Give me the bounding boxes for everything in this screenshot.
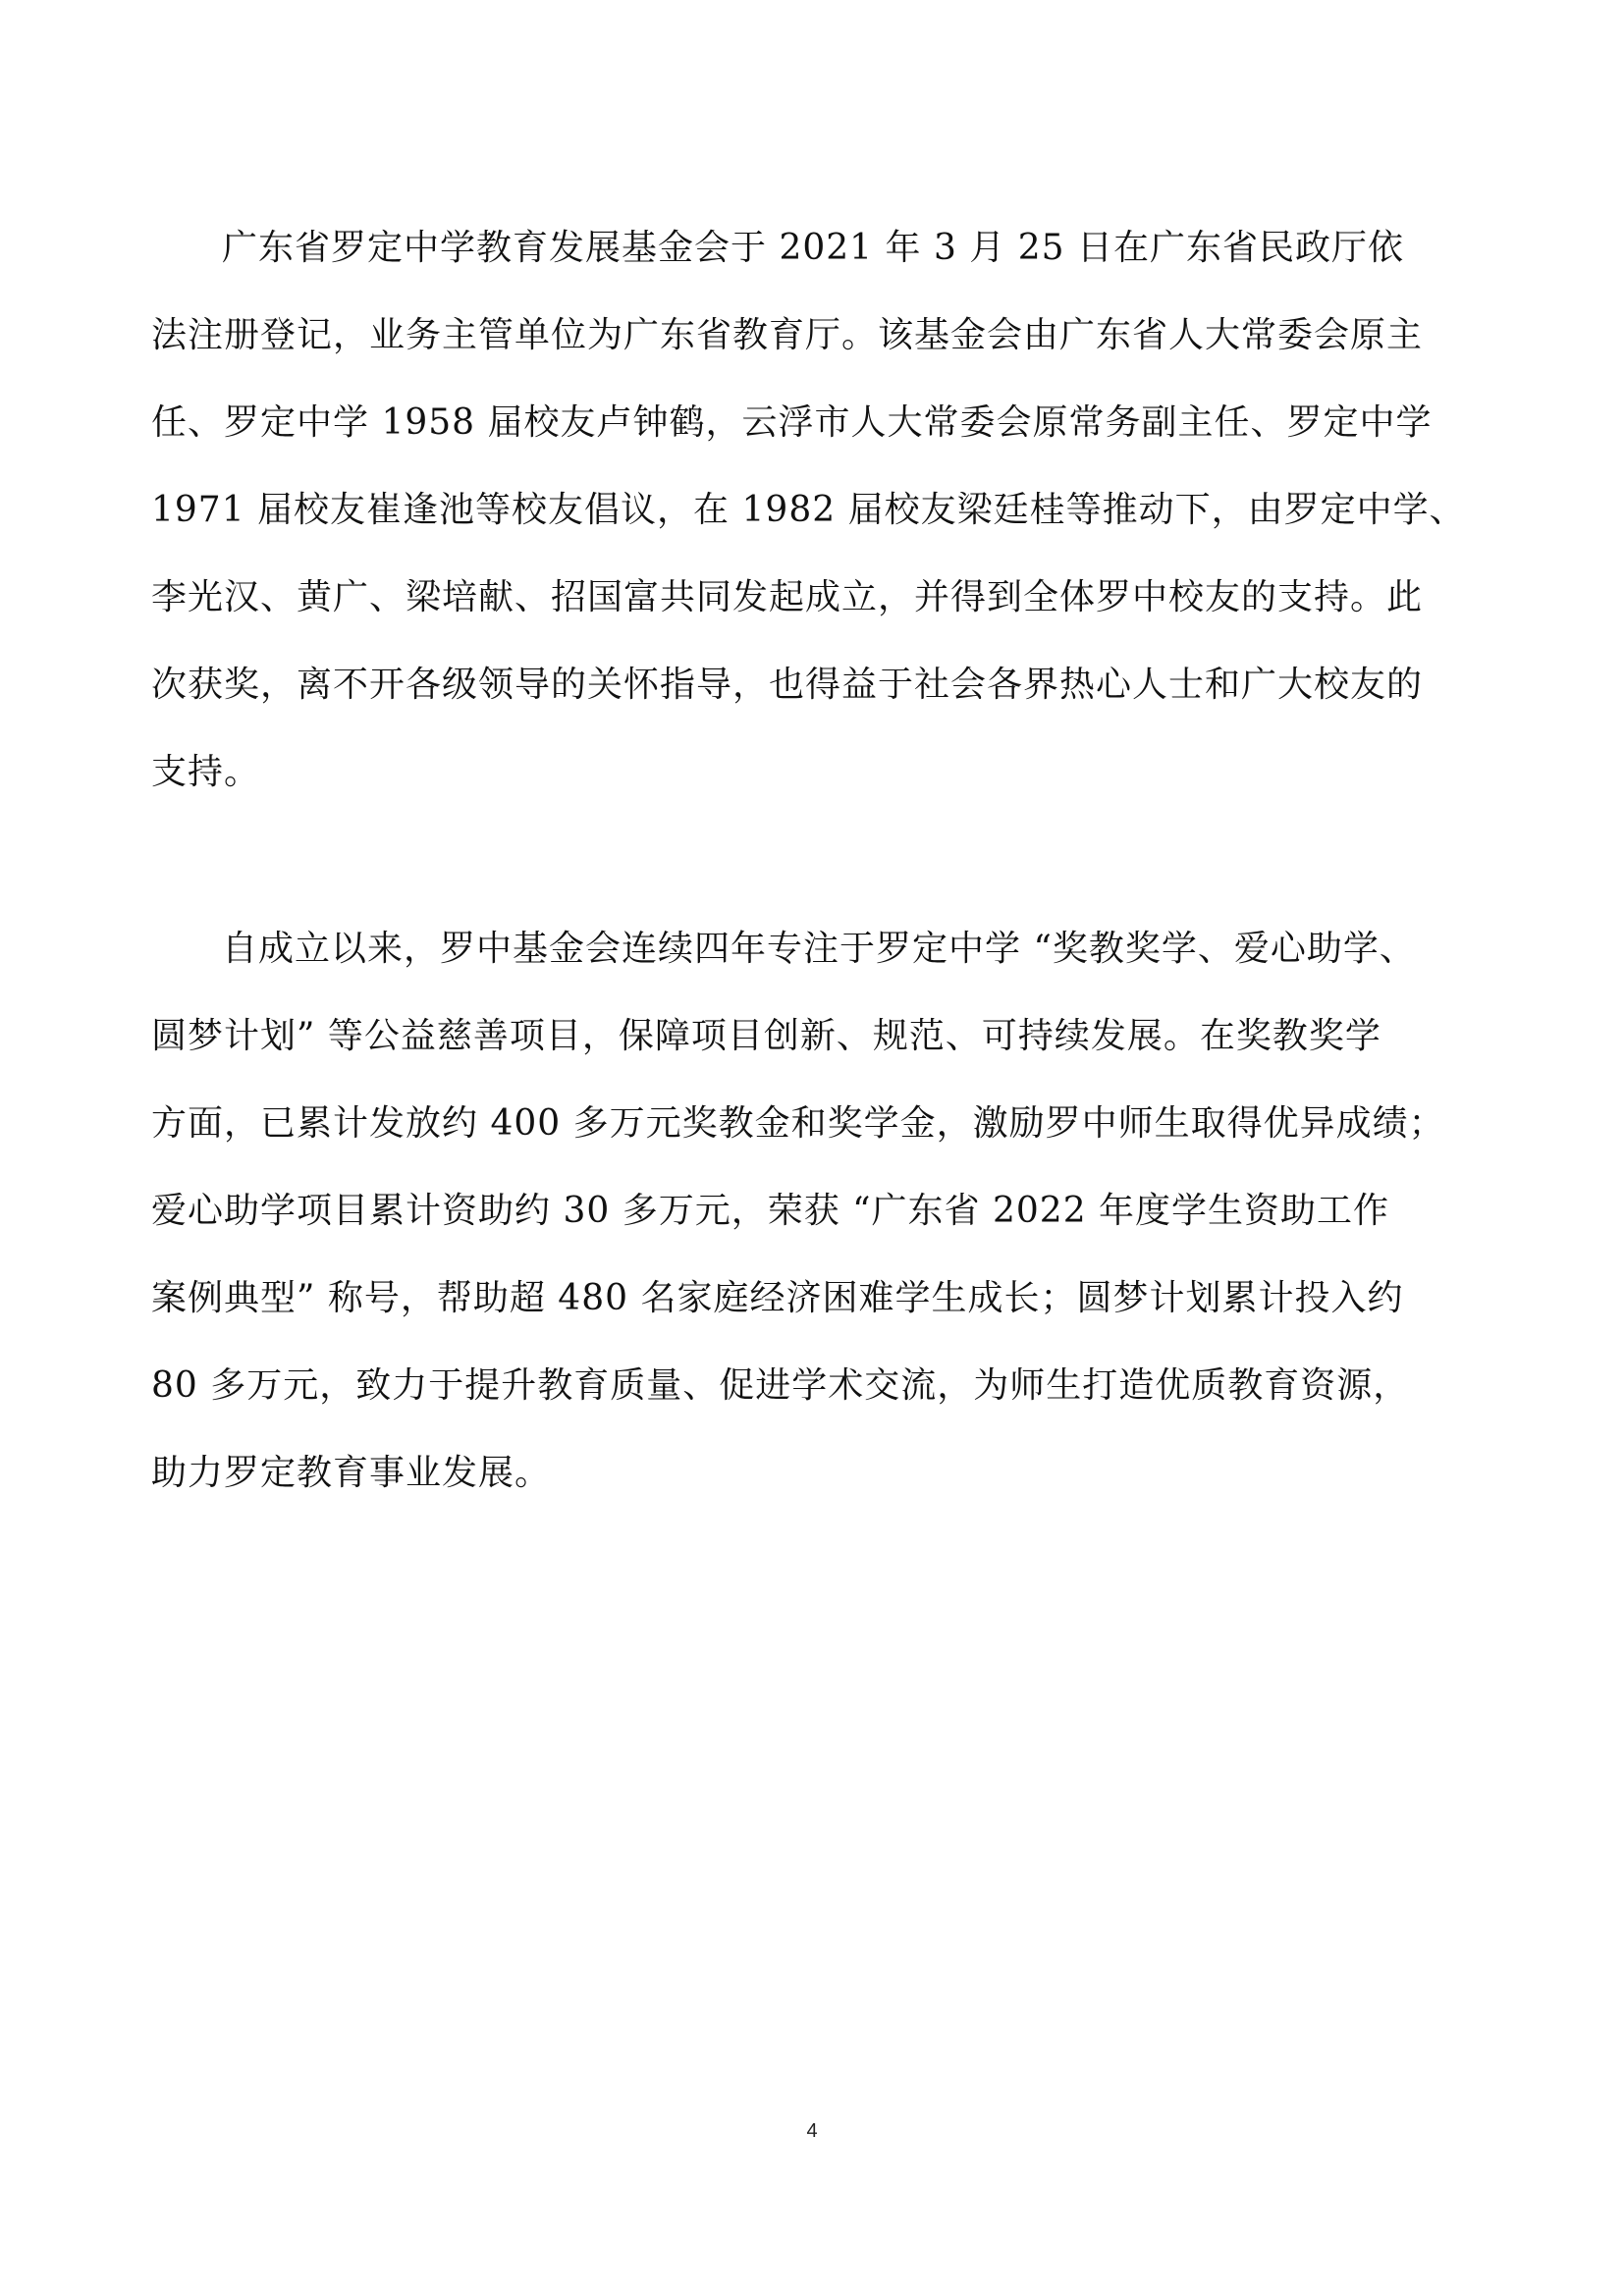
- text-line: 法注册登记，业务主管单位为广东省教育厅。该基金会由广东省人大常委会原主: [151, 315, 1424, 355]
- document-body: [151, 204, 1487, 1517]
- text-line: 支持。: [151, 752, 261, 792]
- text-line: 案例典型” 称号，帮助超 480 名家庭经济困难学生成长；圆梦计划累计投入约: [151, 1278, 1404, 1318]
- text-line: 李光汉、黄广、梁培献、招国富共同发起成立，并得到全体罗中校友的支持。此: [151, 577, 1424, 617]
- text-line: 次获奖，离不开各级领导的关怀指导，也得益于社会各界热心人士和广大校友的: [151, 665, 1424, 705]
- text-line: 方面，已累计发放约 400 多万元奖教金和奖学金，激励罗中师生取得优异成绩；: [151, 1103, 1445, 1144]
- text-line: 圆梦计划” 等公益慈善项目，保障项目创新、规范、可持续发展。在奖教奖学: [151, 1016, 1381, 1056]
- text-line: 80 多万元，致力于提升教育质量、促进学术交流，为师生打造优质教育资源，: [151, 1365, 1410, 1406]
- page-number: 4: [806, 2120, 818, 2142]
- text-line: 任、罗定中学 1958 届校友卢钟鹤，云浮市人大常委会原常务副主任、罗定中学: [151, 402, 1433, 443]
- text-line: 1971 届校友崔逢池等校友倡议，在 1982 届校友梁廷桂等推动下，由罗定中学、: [151, 490, 1466, 530]
- text-line: 爱心助学项目累计资助约 30 多万元，荣获 “广东省 2022 年度学生资助工作: [151, 1191, 1390, 1231]
- paragraph-foundation-registration: [151, 204, 1487, 816]
- paragraph-foundation-projects: [151, 905, 1487, 1517]
- text-line: 助力罗定教育事业发展。: [151, 1453, 552, 1493]
- text-line: 自成立以来，罗中基金会连续四年专注于罗定中学 “奖教奖学、爱心助学、: [222, 929, 1416, 969]
- text-line: 广东省罗定中学教育发展基金会于 2021 年 3 月 25 日在广东省民政厅依: [222, 228, 1404, 268]
